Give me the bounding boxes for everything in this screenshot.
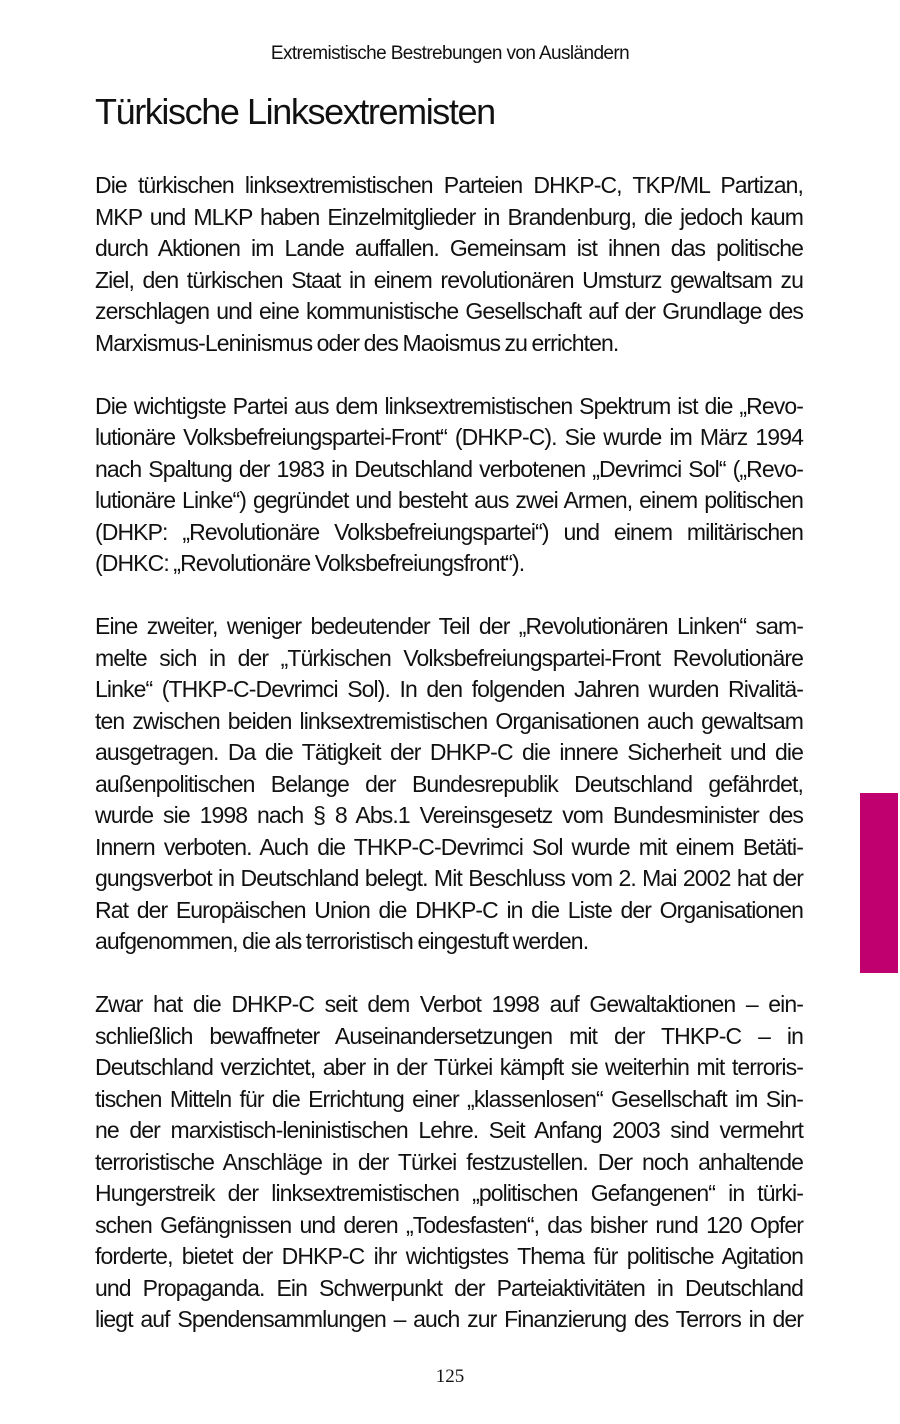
text-line: Hungerstreik der linksextremistischen „politischen Gefangenen“ in türki-	[95, 1180, 803, 1206]
paragraph	[95, 391, 803, 580]
text-line: aufgenommen, die als terroristisch eingestuft werden.	[95, 928, 589, 954]
text-line: durch Aktionen im Lande auffallen. Gemeinsam ist ihnen das politische	[95, 235, 803, 261]
chapter-thumb-tab	[860, 793, 898, 973]
text-line: schen Gefängnissen und deren „Todesfasten“, das bisher rund 120 Opfer	[95, 1211, 803, 1238]
text-line: Eine zweiter, weniger bedeutender Teil der „Revolutionären Linken“ sam-	[95, 613, 803, 639]
paragraph	[95, 170, 803, 359]
text-line: Innern verboten. Auch die THKP-C-Devrimci Sol wurde mit einem Betäti-	[95, 833, 803, 860]
text-line: ten zwischen beiden linksextremistischen Organisationen auch gewaltsam	[95, 707, 803, 734]
text-line: lutionäre Linke“) gegründet und besteht aus zwei Armen, einem politischen	[95, 487, 803, 513]
text-line: tischen Mitteln für die Errichtung einer „klassenlosen“ Gesellschaft im Sin-	[95, 1085, 803, 1112]
text-line: ausgetragen. Da die Tätigkeit der DHKP-C die innere Sicherheit und die	[95, 739, 803, 765]
text-line: wurde sie 1998 nach § 8 Abs.1 Vereinsgesetz vom Bundesminister des	[95, 802, 803, 828]
text-line: Linke“ (THKP-C-Devrimci Sol). In den folgenden Jahren wurden Rivalitä-	[95, 676, 803, 702]
text-line: MKP und MLKP haben Einzelmitglieder in Brandenburg, die jedoch kaum	[95, 203, 803, 230]
page-number: 125	[435, 1366, 465, 1387]
paragraph	[95, 989, 803, 1336]
text-line: lutionäre Volksbefreiungspartei-Front“ (DHKP-C). Sie wurde im März 1994	[95, 424, 803, 450]
text-line: zerschlagen und eine kommunistische Gesellschaft auf der Grundlage des	[95, 298, 803, 324]
text-line: und Propaganda. Ein Schwerpunkt der Parteiaktivitäten in Deutschland	[95, 1274, 803, 1301]
text-line: gungsverbot in Deutschland belegt. Mit Beschluss vom 2. Mai 2002 hat der	[95, 865, 803, 891]
text-line: außenpolitischen Belange der Bundesrepublik Deutschland gefährdet,	[95, 770, 803, 797]
text-line: Ziel, den türkischen Staat in einem revolutionären Umsturz gewaltsam zu	[95, 266, 803, 293]
text-line: Zwar hat die DHKP-C seit dem Verbot 1998 auf Gewaltaktionen – ein-	[95, 991, 803, 1017]
text-line: nach Spaltung der 1983 in Deutschland verbotenen „Devrimci Sol“ („Revo-	[95, 455, 803, 482]
text-line: Die türkischen linksextremistischen Parteien DHKP-C, TKP/ML Partizan,	[95, 172, 803, 198]
text-line: Deutschland verzichtet, aber in der Türkei kämpft sie weiterhin mit terroris-	[95, 1054, 803, 1080]
paragraph	[95, 611, 803, 958]
text-line: (DHKP: „Revolutionäre Volksbefreiungspartei“) und einem militärischen	[95, 518, 803, 545]
text-line: Rat der Europäischen Union die DHKP-C in die Liste der Organisationen	[95, 896, 803, 923]
text-line: melte sich in der „Türkischen Volksbefreiungspartei-Front Revolutionäre	[95, 644, 803, 671]
text-line: (DHKC: „Revolutionäre Volksbefreiungsfront“).	[95, 550, 525, 576]
body-text	[95, 170, 803, 1367]
text-line: Marxismus-Leninismus oder des Maoismus zu errichten.	[95, 329, 619, 356]
text-line: Die wichtigste Partei aus dem linksextremistischen Spektrum ist die „Revo-	[95, 392, 803, 419]
text-line: ne der marxistisch-leninistischen Lehre. Seit Anfang 2003 sind vermehrt	[95, 1117, 803, 1143]
text-line: terroristische Anschläge in der Türkei festzustellen. Der noch anhaltende	[95, 1148, 803, 1175]
text-line: liegt auf Spendensammlungen – auch zur Finanzierung des Terrors in der	[95, 1306, 803, 1332]
text-line: forderte, bietet der DHKP-C ihr wichtigstes Thema für politische Agitation	[95, 1243, 803, 1269]
running-header: Extremistische Bestrebungen von Ausländern	[270, 43, 630, 64]
text-line: schließlich bewaffneter Auseinandersetzungen mit der THKP-C – in	[95, 1022, 803, 1049]
page-title: Türkische Linksextremisten	[95, 91, 495, 132]
